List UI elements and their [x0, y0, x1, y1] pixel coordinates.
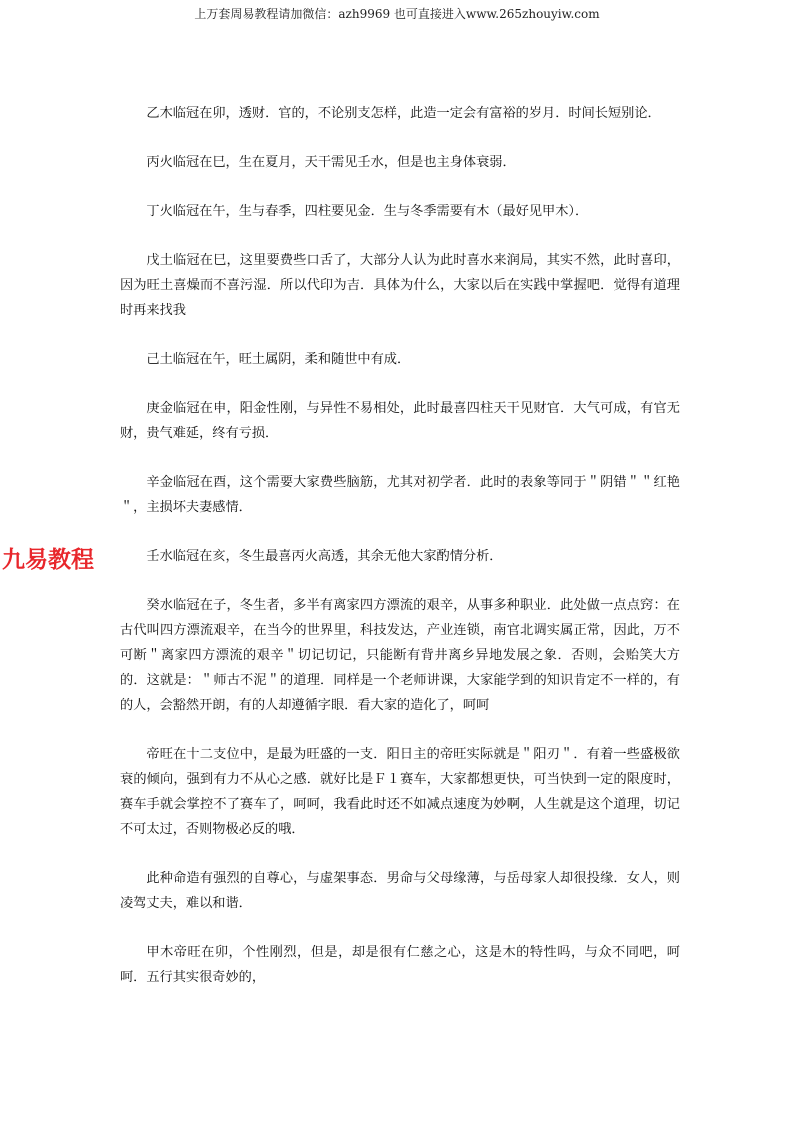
paragraph: 己土临冠在午，旺土属阴，柔和随世中有成．: [146, 352, 411, 367]
paragraph: 戊土临冠在巳，这里要费些口舌了，大部分人认为此时喜水来润局，其实不然，此时喜印，因为旺土喜燥而不喜污湿．所以代印为吉．具体为什么，大家以后在实践中掌握吧．觉得有道理时再来找我: [120, 253, 680, 318]
paragraph: 壬水临冠在亥，冬生最喜丙火高透，其余无他大家酌情分析．: [146, 549, 503, 564]
paragraph: 丙火临冠在巳，生在夏月，天干需见壬水，但是也主身体衰弱．: [146, 155, 516, 170]
paragraph: 甲木帝旺在卯，个性刚烈，但是，却是很有仁慈之心，这是木的特性吗，与众不同吧，呵呵．五行其实很奇妙的，: [120, 945, 680, 985]
watermark-logo: 九易教程: [2, 547, 94, 573]
document-body: [120, 101, 680, 1014]
paragraph: 庚金临冠在申，阳金性刚，与异性不易相处，此时最喜四柱天干见财官．大气可成，有官无财，贵气难延，终有亏损．: [120, 401, 680, 441]
paragraph: 乙木临冠在卯，透财．官的，不论别支怎样，此造一定会有富裕的岁月．时间长短别论．: [146, 106, 661, 121]
paragraph: 辛金临冠在酉，这个需要大家费些脑筋，尤其对初学者．此时的表象等同于＂阴错＂＂红艳＂，主损坏夫妻感情．: [120, 475, 680, 515]
paragraph: 癸水临冠在子，冬生者，多半有离家四方漂流的艰辛，从事多种职业．此处做一点点窍：在古代叫四方漂流艰辛，在当今的世界里，科技发达，产业连锁，南官北调实属正常，因此，万不可断＂离家四方漂流的艰辛＂切记切记，只能断有背井离乡异地发展之象．否则，会贻笑大方的．这就是：＂师古不泥＂的道理．同样是一个老师讲课，大家能学到的知识肯定不一样的，有的人，会豁然开朗，有的人却遵循字眼．看大家的造化了，呵呵: [120, 598, 680, 713]
paragraph: 丁火临冠在午，生与春季，四柱要见金．生与冬季需要有木（最好见甲木）．: [146, 204, 589, 219]
page-header: 上万套周易教程请加微信：azh9969 也可直接进入www.265zhouyiw.com: [194, 7, 600, 21]
paragraph: 帝旺在十二支位中，是最为旺盛的一支．阳日主的帝旺实际就是＂阳刃＂．有着一些盛极欲衰的倾向，强到有力不从心之感．就好比是Ｆ１赛车，大家都想更快，可当快到一定的限度时，赛车手就会掌控不了赛车了，呵呵，我看此时还不如减点速度为妙啊，人生就是这个道理，切记不可太过，否则物极必反的哦．: [120, 747, 680, 837]
paragraph: 此种命造有强烈的自尊心，与虚架事态．男命与父母缘薄，与岳母家人却很投缘．女人，则凌驾丈夫，难以和谐．: [120, 871, 680, 911]
